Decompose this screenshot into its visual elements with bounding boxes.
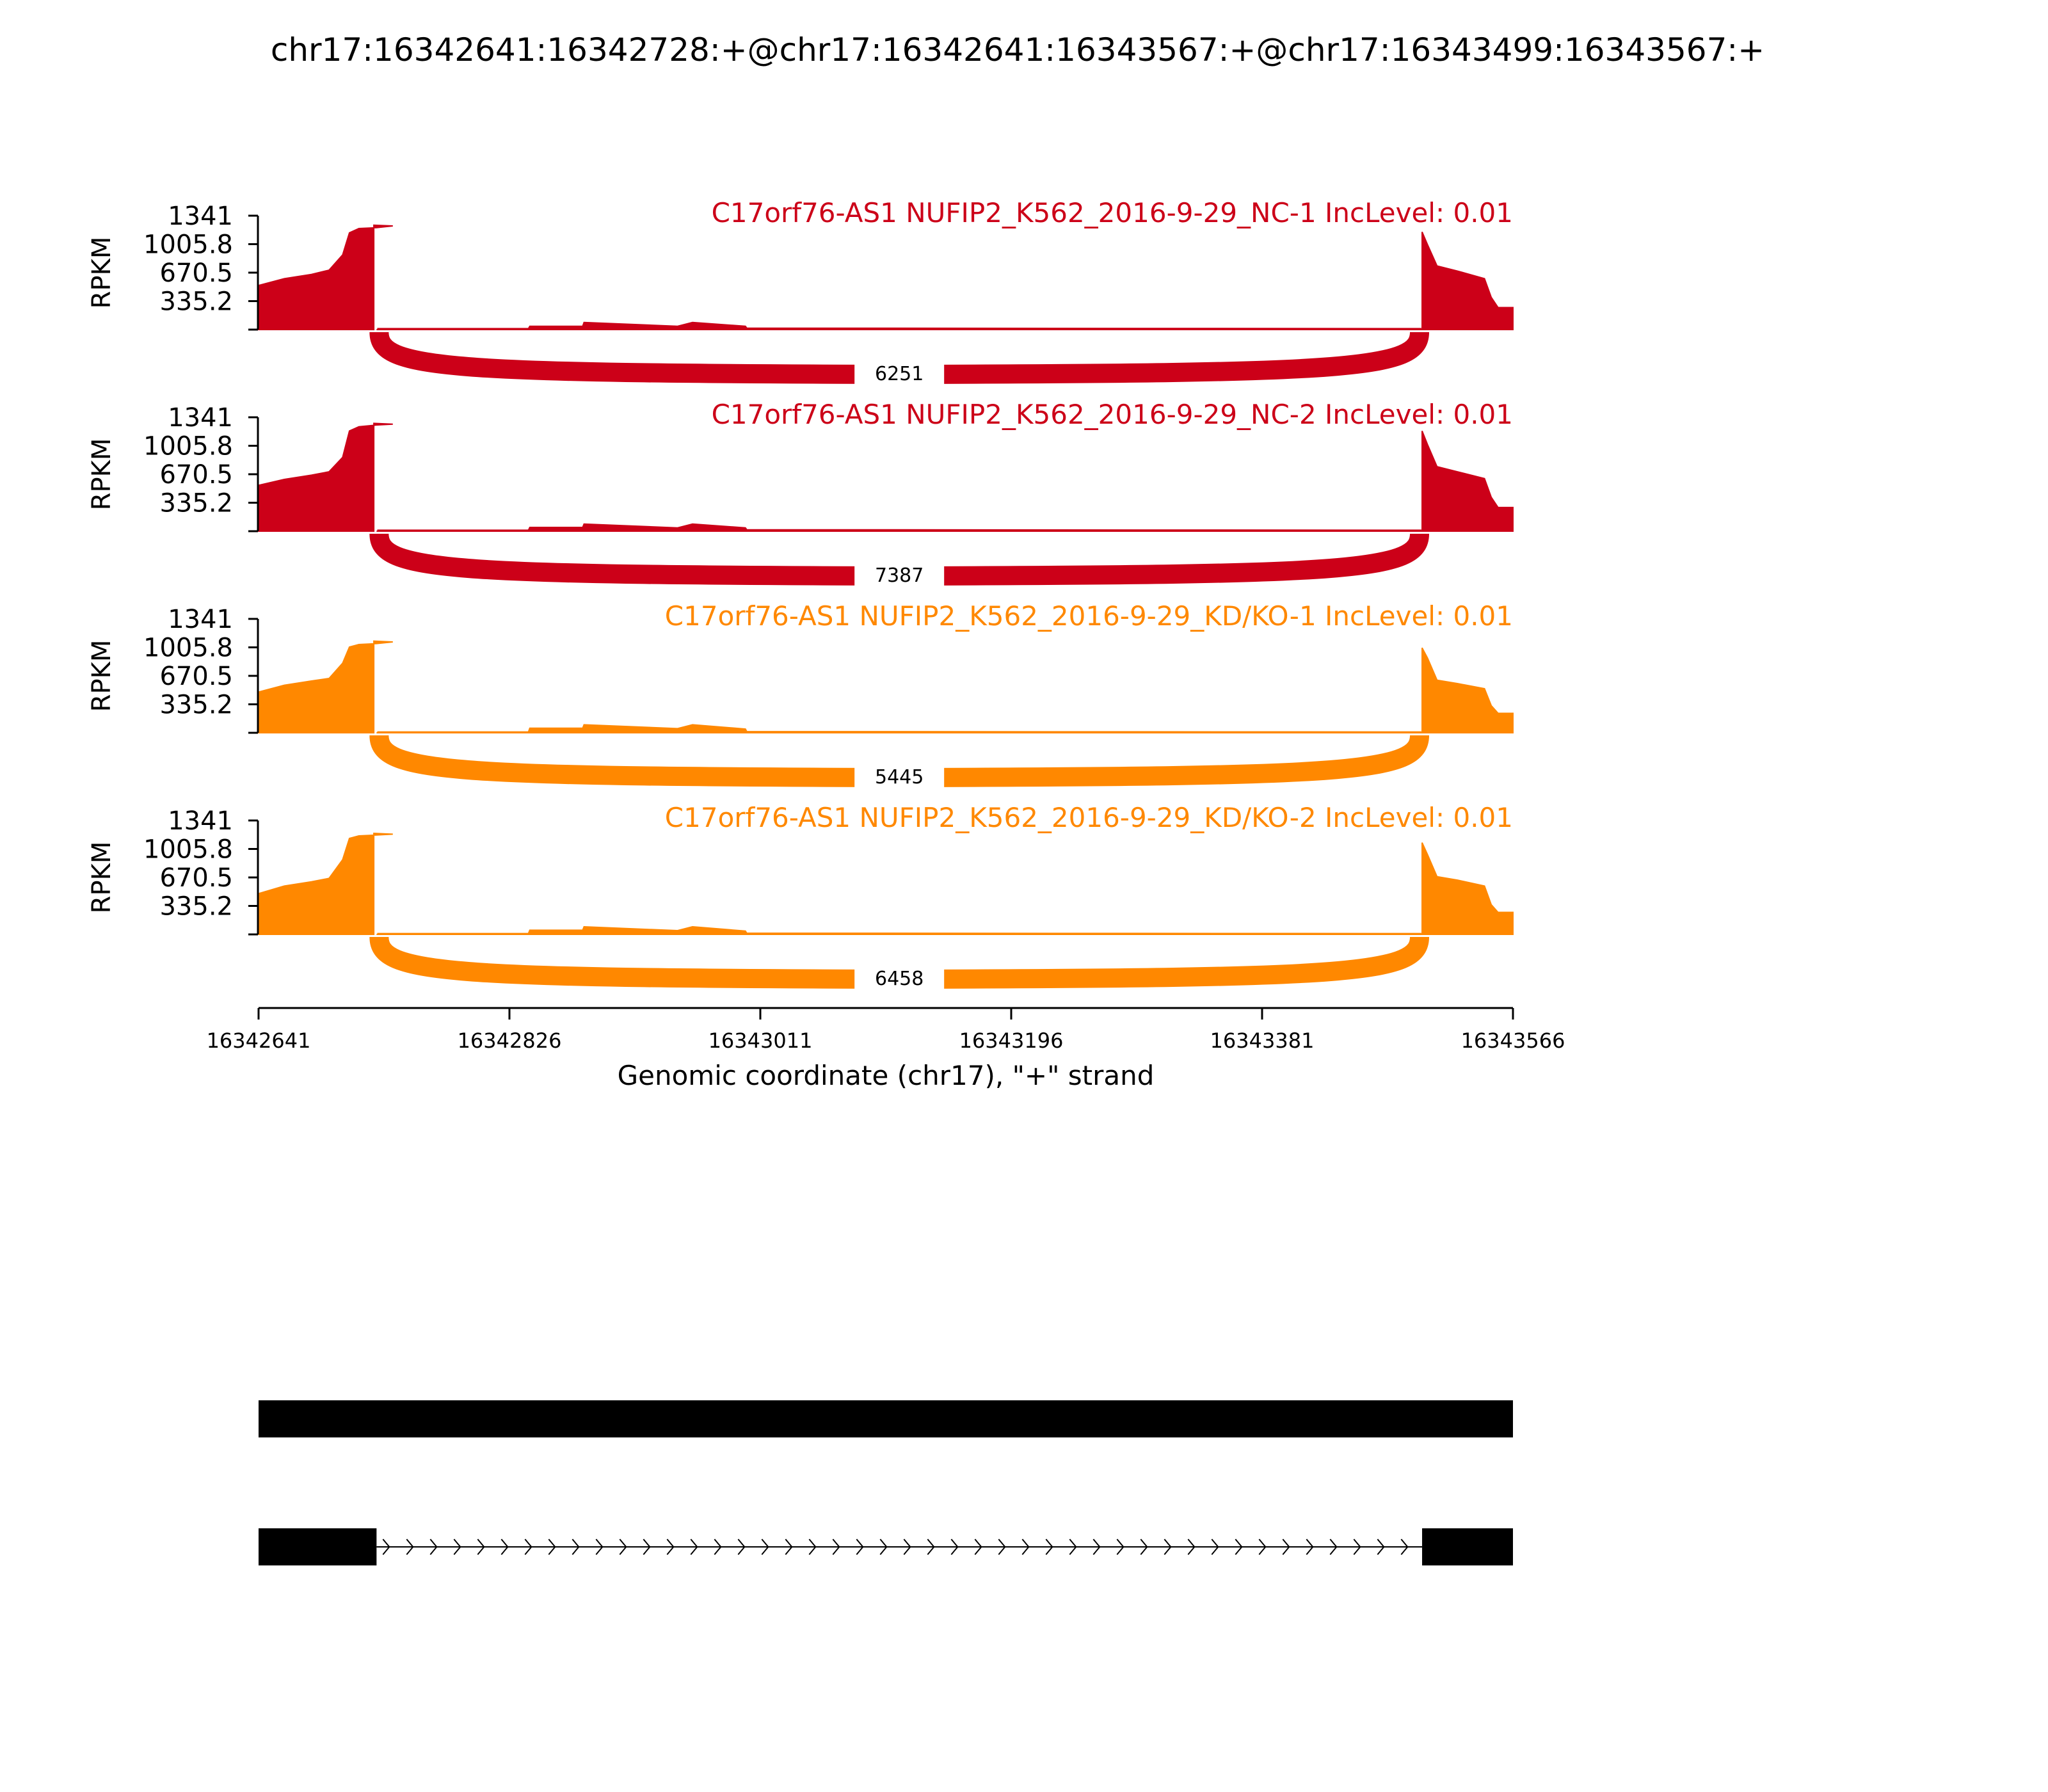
x-tick-label: 16343381	[1210, 1028, 1315, 1053]
y-tick-label: 1341	[168, 806, 233, 836]
coverage-exon2	[1422, 431, 1513, 531]
x-tick-label: 16343011	[708, 1028, 813, 1053]
junction-count-label: 6458	[875, 968, 924, 990]
y-tick-label: 335.2	[159, 287, 233, 317]
panel-label: C17orf76-AS1 NUFIP2_K562_2016-9-29_NC-2 IncLevel: 0.01	[711, 399, 1513, 430]
y-tick-label: 670.5	[159, 863, 233, 893]
y-tick-label: 1005.8	[143, 835, 233, 865]
y-tick-label: 1005.8	[143, 633, 233, 663]
coverage-exon2	[1422, 843, 1513, 934]
x-tick-label: 16342641	[206, 1028, 311, 1053]
panel-label: C17orf76-AS1 NUFIP2_K562_2016-9-29_KD/KO-2 IncLevel: 0.01	[664, 802, 1513, 833]
coverage-exon2	[1422, 232, 1513, 330]
coverage-panels	[87, 197, 1513, 992]
panel-3	[87, 600, 1513, 790]
x-axis-label: Genomic coordinate (chr17), "+" strand	[617, 1060, 1155, 1091]
panel-label: C17orf76-AS1 NUFIP2_K562_2016-9-29_NC-1 IncLevel: 0.01	[711, 197, 1513, 228]
y-tick-label: 335.2	[159, 892, 233, 922]
panel-1	[87, 197, 1513, 387]
x-tick-label: 16342826	[457, 1028, 562, 1053]
y-tick-label: 1005.8	[143, 230, 233, 260]
panel-label: C17orf76-AS1 NUFIP2_K562_2016-9-29_KD/KO-1 IncLevel: 0.01	[664, 600, 1513, 632]
coverage-intron	[378, 927, 1420, 934]
exon-block-2	[1422, 1528, 1513, 1565]
y-tick-label: 1341	[168, 202, 233, 231]
x-tick-label: 16343566	[1460, 1028, 1565, 1053]
y-tick-label: 670.5	[159, 460, 233, 490]
junction-count-label: 5445	[875, 766, 924, 788]
y-tick-label: 1341	[168, 605, 233, 634]
y-tick-label: 335.2	[159, 488, 233, 518]
y-axis-label: RPKM	[87, 841, 116, 914]
x-tick-label: 16343196	[959, 1028, 1064, 1053]
coverage-intron	[378, 724, 1420, 733]
exon-block-1	[259, 1528, 376, 1565]
y-axis-label: RPKM	[87, 236, 116, 309]
coverage-exon1	[259, 423, 393, 531]
transcript-inclusion	[259, 1400, 1513, 1437]
junction-count-label: 6251	[875, 363, 924, 385]
coverage-intron	[378, 323, 1420, 330]
y-tick-label: 1005.8	[143, 431, 233, 461]
panel-4	[87, 802, 1513, 992]
x-axis	[207, 1008, 1565, 1091]
panel-2	[87, 399, 1513, 589]
coverage-exon1	[259, 641, 393, 733]
y-tick-label: 335.2	[159, 690, 233, 720]
y-axis-label: RPKM	[87, 639, 116, 712]
coverage-exon2	[1422, 648, 1513, 733]
junction-count-label: 7387	[875, 564, 924, 587]
coverage-intron	[378, 524, 1420, 531]
coverage-exon1	[259, 225, 393, 330]
y-tick-label: 670.5	[159, 259, 233, 288]
coverage-exon1	[259, 833, 393, 934]
figure-title: chr17:16342641:16342728:+@chr17:16342641:16343567:+@chr17:16343499:16343567:+	[270, 31, 1765, 68]
y-axis-label: RPKM	[87, 438, 116, 511]
y-tick-label: 1341	[168, 403, 233, 433]
gene-models	[259, 1400, 1513, 1565]
y-tick-label: 670.5	[159, 662, 233, 691]
